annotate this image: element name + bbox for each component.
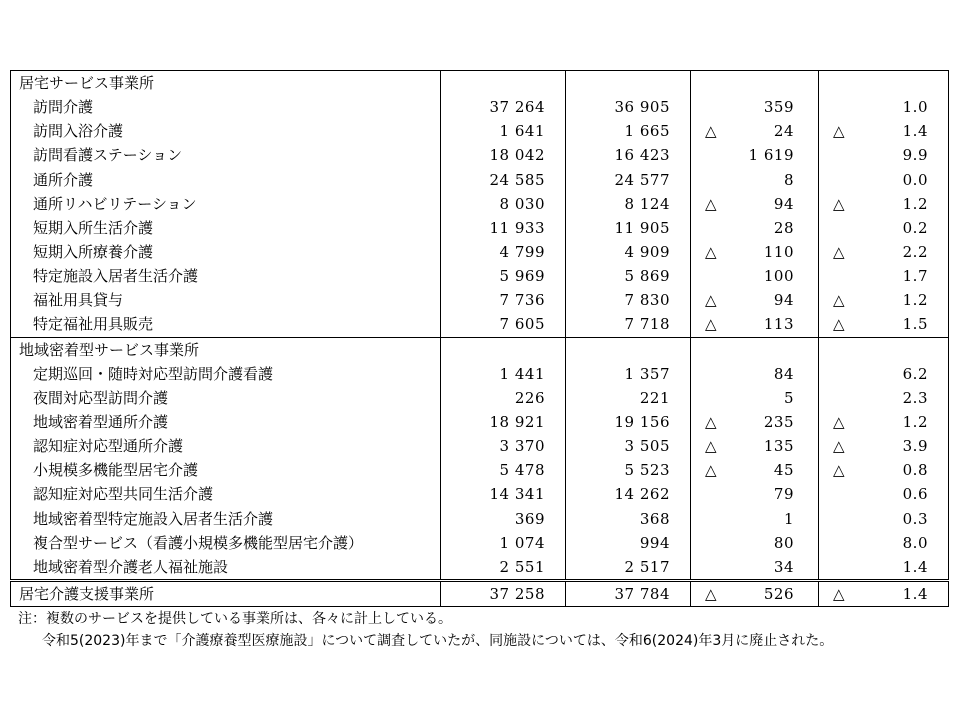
value-2023: 221 xyxy=(566,386,691,410)
change-rate: 0.6 xyxy=(902,485,928,504)
table-row xyxy=(11,288,949,312)
facility-name: 認知症対応型共同生活介護 xyxy=(11,482,441,506)
facility-name: 訪問介護 xyxy=(11,95,441,119)
value-2023: 11 905 xyxy=(566,216,691,240)
change-rate: 0.3 xyxy=(902,509,928,528)
change-rate-cell xyxy=(819,119,949,143)
change-rate-cell xyxy=(819,386,949,410)
change-count-cell xyxy=(691,507,819,531)
change-count: 113 xyxy=(763,315,794,334)
change-rate: 1.7 xyxy=(902,267,928,286)
change-rate: 0.8 xyxy=(902,461,928,480)
change-count: 34 xyxy=(773,557,794,576)
change-rate-cell xyxy=(819,362,949,386)
facility-name: 小規模多機能型居宅介護 xyxy=(11,458,441,482)
value-2023 xyxy=(566,71,691,96)
change-rate: 2.3 xyxy=(902,388,928,407)
change-count: 84 xyxy=(773,364,794,383)
change-count-cell xyxy=(691,143,819,167)
change-count: 45 xyxy=(773,461,794,480)
decrease-triangle: △ xyxy=(705,315,717,334)
change-count-cell xyxy=(691,192,819,216)
value-2024: 3 370 xyxy=(441,434,566,458)
change-rate-cell xyxy=(819,312,949,337)
change-rate: 9.9 xyxy=(902,146,928,165)
value-2023: 994 xyxy=(566,531,691,555)
change-count-cell xyxy=(691,458,819,482)
value-2023: 14 262 xyxy=(566,482,691,506)
change-count-cell xyxy=(691,95,819,119)
table-row xyxy=(11,458,949,482)
table-row xyxy=(11,386,949,410)
value-2023: 36 905 xyxy=(566,95,691,119)
change-rate: 8.0 xyxy=(902,533,928,552)
change-rate-cell xyxy=(819,337,949,362)
value-2024: 18 921 xyxy=(441,410,566,434)
value-2024: 226 xyxy=(441,386,566,410)
value-2023: 19 156 xyxy=(566,410,691,434)
facility-name: 通所介護 xyxy=(11,168,441,192)
facility-name: 特定福祉用具販売 xyxy=(11,312,441,337)
facility-count-table xyxy=(10,70,949,607)
change-rate-cell xyxy=(819,458,949,482)
value-2024: 37 258 xyxy=(441,580,566,606)
value-2023: 7 718 xyxy=(566,312,691,337)
table-row xyxy=(11,192,949,216)
facility-name: 居宅介護支援事業所 xyxy=(11,580,441,606)
change-count-cell xyxy=(691,410,819,434)
decrease-triangle: △ xyxy=(833,122,845,141)
table-row xyxy=(11,482,949,506)
change-rate: 1.2 xyxy=(902,412,928,431)
table-row xyxy=(11,119,949,143)
value-2024: 11 933 xyxy=(441,216,566,240)
table-row xyxy=(11,555,949,581)
decrease-triangle: △ xyxy=(833,461,845,480)
decrease-triangle: △ xyxy=(705,584,717,603)
footnote-1: 注：複数のサービスを提供している事業所は、各々に計上している。 xyxy=(18,611,452,627)
change-rate-cell xyxy=(819,71,949,96)
facility-name: 定期巡回・随時対応型訪問介護看護 xyxy=(11,362,441,386)
change-count-cell xyxy=(691,482,819,506)
change-rate-cell xyxy=(819,482,949,506)
value-2023: 5 523 xyxy=(566,458,691,482)
value-2024: 5 969 xyxy=(441,264,566,288)
facility-name: 地域密着型通所介護 xyxy=(11,410,441,434)
value-2024: 14 341 xyxy=(441,482,566,506)
facility-name: 訪問入浴介護 xyxy=(11,119,441,143)
change-count-cell xyxy=(691,337,819,362)
change-count: 526 xyxy=(763,584,794,603)
decrease-triangle: △ xyxy=(833,412,845,431)
change-rate-cell xyxy=(819,434,949,458)
table-row xyxy=(11,410,949,434)
change-count-cell xyxy=(691,216,819,240)
table-row xyxy=(11,434,949,458)
facility-name: 通所リハビリテーション xyxy=(11,192,441,216)
change-count: 28 xyxy=(773,218,794,237)
change-rate-cell xyxy=(819,264,949,288)
decrease-triangle: △ xyxy=(833,194,845,213)
change-rate-cell xyxy=(819,192,949,216)
value-2023 xyxy=(566,337,691,362)
change-rate: 1.5 xyxy=(902,315,928,334)
table-row xyxy=(11,143,949,167)
total-row xyxy=(11,580,949,606)
change-count: 94 xyxy=(773,291,794,310)
facility-name: 地域密着型サービス事業所 xyxy=(11,337,441,362)
value-2024: 37 264 xyxy=(441,95,566,119)
value-2024 xyxy=(441,337,566,362)
change-rate: 1.2 xyxy=(902,291,928,310)
decrease-triangle: △ xyxy=(833,437,845,456)
change-rate-cell xyxy=(819,143,949,167)
decrease-triangle: △ xyxy=(705,412,717,431)
change-rate-cell xyxy=(819,580,949,606)
section-header-row xyxy=(11,71,949,96)
facility-name: 地域密着型介護老人福祉施設 xyxy=(11,555,441,581)
change-rate-cell xyxy=(819,216,949,240)
section-header-row xyxy=(11,337,949,362)
decrease-triangle: △ xyxy=(705,437,717,456)
value-2023: 3 505 xyxy=(566,434,691,458)
change-count: 1 xyxy=(783,509,794,528)
table-row xyxy=(11,507,949,531)
change-count-cell xyxy=(691,168,819,192)
value-2024: 18 042 xyxy=(441,143,566,167)
change-count-cell xyxy=(691,312,819,337)
value-2024: 369 xyxy=(441,507,566,531)
change-rate: 1.4 xyxy=(902,557,928,576)
footnotes xyxy=(18,608,833,652)
change-count-cell xyxy=(691,119,819,143)
value-2024: 5 478 xyxy=(441,458,566,482)
change-rate: 1.2 xyxy=(902,194,928,213)
value-2024: 24 585 xyxy=(441,168,566,192)
footnote-2: 令和5(2023)年まで「介護療養型医療施設」について調査していたが、同施設については、令和6(2024)年3月に廃止された。 xyxy=(42,633,834,649)
change-rate-cell xyxy=(819,555,949,581)
table-row xyxy=(11,531,949,555)
facility-name: 特定施設入居者生活介護 xyxy=(11,264,441,288)
value-2023: 2 517 xyxy=(566,555,691,581)
value-2023: 5 869 xyxy=(566,264,691,288)
decrease-triangle: △ xyxy=(705,291,717,310)
change-count-cell xyxy=(691,264,819,288)
change-count: 135 xyxy=(763,437,794,456)
value-2023: 16 423 xyxy=(566,143,691,167)
value-2024: 1 641 xyxy=(441,119,566,143)
change-count-cell xyxy=(691,434,819,458)
value-2023: 1 665 xyxy=(566,119,691,143)
change-rate: 1.4 xyxy=(902,122,928,141)
change-count: 359 xyxy=(763,98,794,117)
change-rate: 6.2 xyxy=(902,364,928,383)
facility-name: 福祉用具貸与 xyxy=(11,288,441,312)
change-count-cell xyxy=(691,580,819,606)
change-count-cell xyxy=(691,386,819,410)
value-2023: 37 784 xyxy=(566,580,691,606)
change-count: 235 xyxy=(763,412,794,431)
change-count: 1 619 xyxy=(748,146,794,165)
change-count-cell xyxy=(691,555,819,581)
change-rate-cell xyxy=(819,507,949,531)
table-row xyxy=(11,312,949,337)
value-2024: 2 551 xyxy=(441,555,566,581)
value-2023: 24 577 xyxy=(566,168,691,192)
value-2023: 368 xyxy=(566,507,691,531)
value-2024: 8 030 xyxy=(441,192,566,216)
change-count: 94 xyxy=(773,194,794,213)
decrease-triangle: △ xyxy=(833,291,845,310)
change-rate: 3.9 xyxy=(902,437,928,456)
change-count: 79 xyxy=(773,485,794,504)
value-2024: 4 799 xyxy=(441,240,566,264)
decrease-triangle: △ xyxy=(705,122,717,141)
facility-name: 訪問看護ステーション xyxy=(11,143,441,167)
change-count: 8 xyxy=(783,170,794,189)
change-count: 110 xyxy=(763,242,794,261)
value-2024: 7 605 xyxy=(441,312,566,337)
table-row xyxy=(11,168,949,192)
change-count: 100 xyxy=(763,267,794,286)
change-count-cell xyxy=(691,531,819,555)
value-2024: 1 074 xyxy=(441,531,566,555)
value-2023: 1 357 xyxy=(566,362,691,386)
decrease-triangle: △ xyxy=(833,315,845,334)
facility-name: 居宅サービス事業所 xyxy=(11,71,441,96)
facility-name: 地域密着型特定施設入居者生活介護 xyxy=(11,507,441,531)
facility-name: 複合型サービス（看護小規模多機能型居宅介護） xyxy=(11,531,441,555)
change-rate: 0.0 xyxy=(902,170,928,189)
change-rate: 1.0 xyxy=(902,98,928,117)
value-2024 xyxy=(441,71,566,96)
table-row xyxy=(11,216,949,240)
table-row xyxy=(11,264,949,288)
value-2024: 1 441 xyxy=(441,362,566,386)
decrease-triangle: △ xyxy=(705,461,717,480)
change-rate: 0.2 xyxy=(902,218,928,237)
change-rate: 2.2 xyxy=(902,242,928,261)
decrease-triangle: △ xyxy=(833,242,845,261)
table-row xyxy=(11,95,949,119)
change-count: 80 xyxy=(773,533,794,552)
change-rate-cell xyxy=(819,95,949,119)
table-body xyxy=(11,71,949,607)
table-row xyxy=(11,240,949,264)
decrease-triangle: △ xyxy=(833,584,845,603)
change-count-cell xyxy=(691,288,819,312)
change-count: 24 xyxy=(773,122,794,141)
change-count-cell xyxy=(691,362,819,386)
change-count-cell xyxy=(691,71,819,96)
change-count-cell xyxy=(691,240,819,264)
change-rate: 1.4 xyxy=(902,584,928,603)
value-2023: 8 124 xyxy=(566,192,691,216)
change-rate-cell xyxy=(819,410,949,434)
value-2023: 7 830 xyxy=(566,288,691,312)
facility-name: 短期入所療養介護 xyxy=(11,240,441,264)
change-rate-cell xyxy=(819,168,949,192)
facility-name: 認知症対応型通所介護 xyxy=(11,434,441,458)
facility-name: 夜間対応型訪問介護 xyxy=(11,386,441,410)
change-rate-cell xyxy=(819,531,949,555)
change-count: 5 xyxy=(783,388,794,407)
value-2023: 4 909 xyxy=(566,240,691,264)
table-row xyxy=(11,362,949,386)
change-rate-cell xyxy=(819,288,949,312)
decrease-triangle: △ xyxy=(705,194,717,213)
facility-name: 短期入所生活介護 xyxy=(11,216,441,240)
change-rate-cell xyxy=(819,240,949,264)
value-2024: 7 736 xyxy=(441,288,566,312)
decrease-triangle: △ xyxy=(705,242,717,261)
